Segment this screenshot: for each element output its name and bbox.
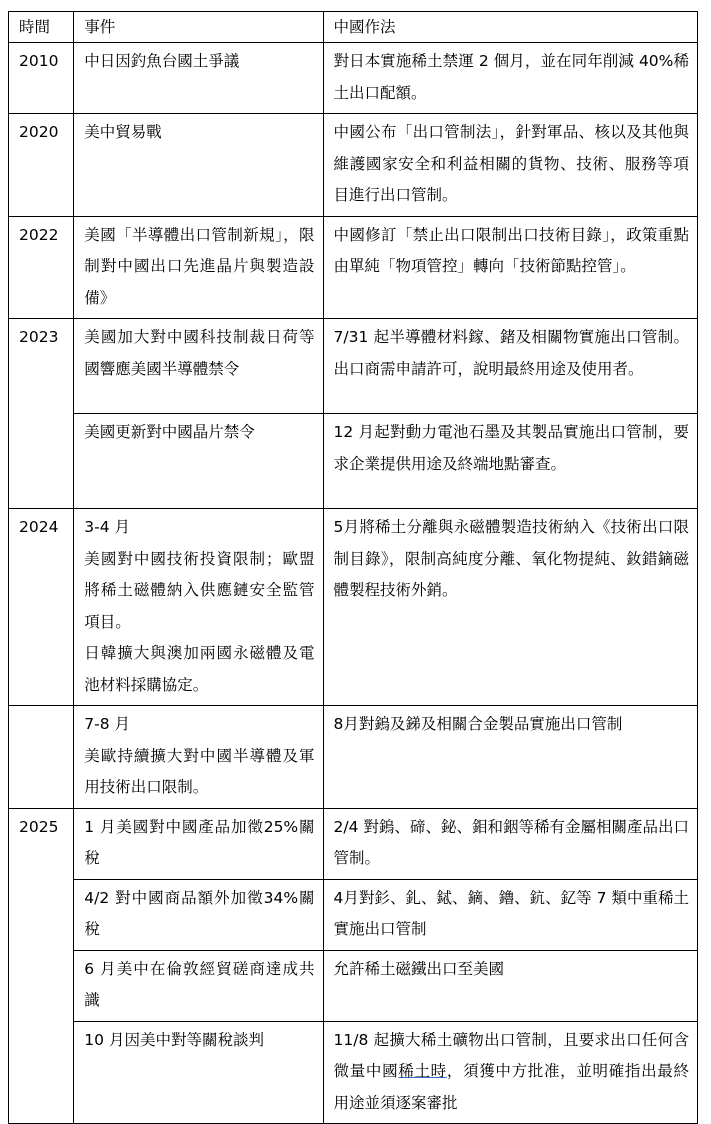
china-action-cell: 5月將稀土分離與永磁體製造技術納入《技術出口限制目錄》，限制高純度分離、氧化物提純、釹錯鏑磁體製程技術外銷。 — [323, 509, 697, 706]
china-action-cell: 7/31 起半導體材料鎵、鍺及相關物實施出口管制。出口商需申請許可，說明最終用途及使用者。 — [323, 319, 697, 414]
table-row — [9, 509, 698, 706]
table-row — [9, 43, 698, 114]
event-text: 美國對中國技術投資限制；歐盟將稀土磁體納入供應鏈安全監管項目。 — [84, 549, 315, 631]
header-china-action: 中國作法 — [323, 12, 697, 43]
event-cell: 美中貿易戰 — [74, 114, 323, 217]
event-text: 美歐持續擴大對中國半導體及軍用技術出口限制。 — [84, 746, 315, 796]
china-action-cell: 允許稀土磁鐵出口至美國 — [323, 950, 697, 1021]
header-time: 時間 — [9, 12, 74, 43]
event-cell: 1 月美國對中國產品加徵25%關稅 — [74, 808, 323, 879]
year-cell: 2020 — [9, 114, 74, 217]
table-row — [9, 319, 698, 414]
year-cell: 2022 — [9, 216, 74, 319]
table-row — [9, 114, 698, 217]
china-action-cell: 4月對釤、釓、鋱、鏑、鑥、鈧、釔等 7 類中重稀土實施出口管制 — [323, 879, 697, 950]
table-row — [9, 808, 698, 879]
china-action-cell: 對日本實施稀土禁運 2 個月，並在同年削減 40%稀土出口配額。 — [323, 43, 697, 114]
event-cell: 中日因釣魚台國土爭議 — [74, 43, 323, 114]
china-action-cell: 中國公布「出口管制法」，針對軍品、核以及其他與維護國家安全和利益相關的貨物、技術、服務等項目進行出口管制。 — [323, 114, 697, 217]
event-cell: 4/2 對中國商品額外加徵34%關稅 — [74, 879, 323, 950]
header-row — [9, 12, 698, 43]
china-action-cell — [323, 1021, 697, 1124]
underlined-text: 稀土時 — [398, 1062, 447, 1080]
table-row — [9, 414, 698, 509]
year-cell: 2025 — [9, 808, 74, 1124]
event-cell: 美國加大對中國科技制裁日荷等國響應美國半導體禁令 — [74, 319, 323, 414]
event-cell: 6 月美中在倫敦經貿磋商達成共識 — [74, 950, 323, 1021]
event-cell — [74, 706, 323, 809]
year-cell-empty — [9, 706, 74, 809]
export-control-table — [8, 11, 698, 1124]
header-event: 事件 — [74, 12, 323, 43]
year-cell: 2024 — [9, 509, 74, 706]
event-cell: 美國更新對中國晶片禁令 — [74, 414, 323, 509]
table-row — [9, 1021, 698, 1124]
event-text: 日韓擴大與澳加兩國永磁體及電池材料採購協定。 — [84, 644, 315, 694]
china-action-text: ，須獲中方批准，並明確指出最終用途並須逐案審批 — [333, 1062, 689, 1112]
year-cell: 2010 — [9, 43, 74, 114]
event-cell: 美國「半導體出口管制新規」，限制對中國出口先進晶片與製造設備》 — [74, 216, 323, 319]
table-row — [9, 216, 698, 319]
china-action-cell: 2/4 對鎢、碲、鉍、鉬和銦等稀有金屬相關產品出口管制。 — [323, 808, 697, 879]
event-cell: 10 月因美中對等關稅談判 — [74, 1021, 323, 1124]
event-date: 7-8 月 — [84, 715, 131, 733]
table-row — [9, 950, 698, 1021]
table-row — [9, 706, 698, 809]
table-row — [9, 879, 698, 950]
china-action-cell: 中國修訂「禁止出口限制出口技術目錄」，政策重點由單純「物項管控」轉向「技術節點控管」。 — [323, 216, 697, 319]
china-action-cell: 12 月起對動力電池石墨及其製品實施出口管制，要求企業提供用途及終端地點審查。 — [323, 414, 697, 509]
year-cell: 2023 — [9, 319, 74, 509]
china-action-cell: 8月對鎢及銻及相關合金製品實施出口管制 — [323, 706, 697, 809]
event-date: 3-4 月 — [84, 518, 131, 536]
china-action-text: 11/8 起擴大稀土礦物出口管制，且要求出口任何含微量中國 — [333, 1030, 689, 1080]
event-cell — [74, 509, 323, 706]
